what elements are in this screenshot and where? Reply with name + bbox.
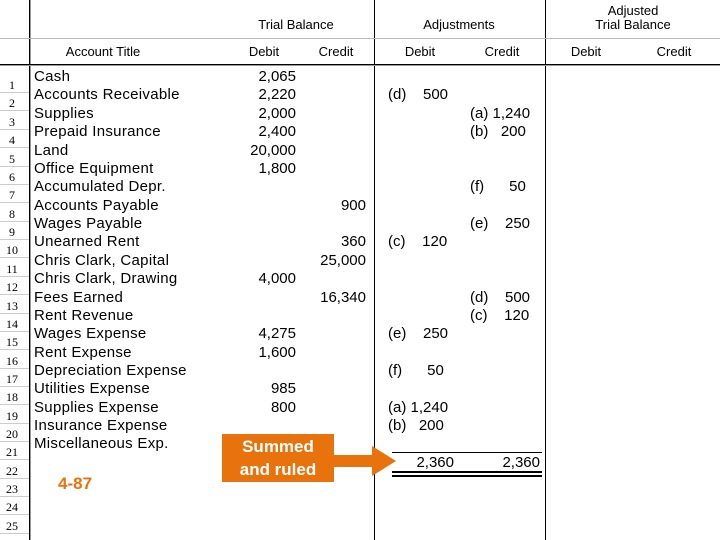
row-rule	[0, 533, 29, 534]
row-rule	[0, 331, 29, 332]
account-title: Chris Clark, Drawing	[34, 270, 178, 287]
row-rule	[0, 294, 29, 295]
account-title: Fees Earned	[34, 289, 124, 306]
account-title: Depreciation Expense	[34, 362, 187, 379]
adjustments-header: Adjustments	[423, 17, 495, 32]
account-title: Miscellaneous Exp.	[34, 435, 169, 452]
row-number: 2	[9, 96, 15, 110]
tb-debit-value: 985	[270, 380, 296, 397]
row-number: 6	[9, 170, 15, 184]
row-rule	[0, 496, 29, 497]
total-double-rule	[392, 471, 542, 473]
row-rule	[0, 202, 29, 203]
grid-line	[30, 0, 31, 540]
row-rule	[0, 441, 29, 442]
row-rule	[0, 110, 29, 111]
adj-credit-header: Credit	[484, 44, 520, 59]
adjusted-trial-balance-header-line2: Trial Balance	[595, 17, 671, 32]
account-title-header: Account Title	[65, 44, 141, 59]
row-rule	[0, 404, 29, 405]
trial-balance-header: Trial Balance	[258, 17, 334, 32]
adj-debit-total: 2,360	[416, 454, 454, 471]
adjusted-trial-balance-header-line1: Adjusted	[607, 3, 659, 18]
row-number: 5	[9, 152, 15, 166]
row-rule	[0, 386, 29, 387]
tb-credit-value: 16,340	[320, 289, 366, 306]
adj-debit-entry: (d) 500	[388, 86, 449, 103]
tb-debit-value: 1,800	[258, 160, 296, 177]
tb-credit-value: 900	[340, 197, 366, 214]
total-single-rule	[392, 452, 542, 453]
tb-debit-value: 2,400	[258, 123, 296, 140]
row-rule	[0, 129, 29, 130]
account-title: Supplies Expense	[34, 399, 159, 416]
row-number: 1	[9, 78, 15, 92]
tb-debit-value: 1,600	[258, 344, 296, 361]
tb-debit-value: 4,275	[258, 325, 296, 342]
account-title: Insurance Expense	[34, 417, 168, 434]
row-number: 19	[6, 409, 18, 423]
row-number: 22	[6, 464, 18, 478]
row-rule	[0, 239, 29, 240]
row-number: 4	[9, 133, 15, 147]
account-title: Supplies	[34, 105, 94, 122]
row-rule	[0, 423, 29, 424]
adj-credit-entry: (e) 250	[470, 215, 531, 232]
atb-debit-header: Debit	[570, 44, 602, 59]
account-title: Rent Expense	[34, 344, 132, 361]
row-number: 3	[9, 115, 15, 129]
row-number: 10	[6, 243, 18, 257]
row-rule	[0, 478, 29, 479]
callout-arrow-icon	[334, 446, 396, 476]
account-title: Accounts Receivable	[34, 86, 180, 103]
row-number: 23	[6, 482, 18, 496]
row-number: 20	[6, 427, 18, 441]
account-title: Unearned Rent	[34, 233, 140, 250]
callout-line2: and ruled	[239, 460, 317, 479]
adj-debit-entry: (a) 1,240	[388, 399, 449, 416]
adj-credit-entry: (c) 120	[470, 307, 530, 324]
row-number: 14	[6, 317, 18, 331]
row-number: 17	[6, 372, 18, 386]
row-rule	[0, 147, 29, 148]
row-rule	[0, 313, 29, 314]
row-rule	[0, 257, 29, 258]
tb-debit-value: 800	[270, 399, 296, 416]
adj-credit-total: 2,360	[502, 454, 540, 471]
row-number: 18	[6, 390, 18, 404]
row-rule	[0, 459, 29, 460]
account-title: Land	[34, 142, 69, 159]
row-rule	[0, 184, 29, 185]
tb-debit-header: Debit	[248, 44, 280, 59]
adj-debit-entry: (c) 120	[388, 233, 448, 250]
row-rule	[0, 166, 29, 167]
tb-debit-value: 20,000	[250, 142, 296, 159]
tb-credit-value: 25,000	[320, 252, 366, 269]
adj-debit-header: Debit	[404, 44, 436, 59]
row-number: 7	[9, 188, 15, 202]
row-number: 25	[6, 519, 18, 533]
page-number: 4-87	[58, 474, 93, 493]
account-title: Wages Expense	[34, 325, 147, 342]
adj-credit-entry: (a) 1,240	[470, 105, 531, 122]
row-rule	[0, 276, 29, 277]
account-title: Chris Clark, Capital	[34, 252, 170, 269]
account-title: Accumulated Depr.	[34, 178, 166, 195]
row-number: 12	[6, 280, 18, 294]
account-title: Rent Revenue	[34, 307, 134, 324]
total-double-rule	[392, 475, 542, 477]
tb-credit-header: Credit	[318, 44, 354, 59]
tb-credit-value: 360	[340, 233, 366, 250]
adj-debit-entry: (b) 200	[388, 417, 444, 434]
grid-line	[0, 65, 720, 66]
row-rule	[0, 92, 29, 93]
row-number: 8	[9, 207, 15, 221]
row-rule	[0, 368, 29, 369]
adj-credit-entry: (f) 50	[470, 178, 526, 195]
account-title: Office Equipment	[34, 160, 154, 177]
adj-credit-entry: (b) 200	[470, 123, 526, 140]
row-number: 9	[9, 225, 15, 239]
row-number: 15	[6, 335, 18, 349]
tb-debit-value: 2,000	[258, 105, 296, 122]
row-number: 16	[6, 354, 18, 368]
atb-credit-header: Credit	[656, 44, 692, 59]
row-rule	[0, 221, 29, 222]
adj-credit-entry: (d) 500	[470, 289, 531, 306]
adj-debit-entry: (f) 50	[388, 362, 444, 379]
row-number: 11	[6, 262, 18, 276]
account-title: Cash	[34, 68, 71, 85]
grid-line	[0, 38, 720, 39]
account-title: Prepaid Insurance	[34, 123, 161, 140]
grid-line	[545, 0, 546, 540]
row-number: 13	[6, 299, 18, 313]
account-title: Utilities Expense	[34, 380, 150, 397]
row-number: 21	[6, 445, 18, 459]
row-number: 24	[6, 500, 18, 514]
tb-debit-value: 2,065	[258, 68, 296, 85]
callout-line1: Summed	[242, 437, 314, 456]
adj-debit-entry: (e) 250	[388, 325, 449, 342]
row-rule	[0, 349, 29, 350]
account-title: Wages Payable	[34, 215, 143, 232]
tb-debit-value: 2,220	[258, 86, 296, 103]
tb-debit-value: 4,000	[258, 270, 296, 287]
account-title: Accounts Payable	[34, 197, 159, 214]
row-rule	[0, 514, 29, 515]
summed-and-ruled-callout	[222, 434, 334, 482]
